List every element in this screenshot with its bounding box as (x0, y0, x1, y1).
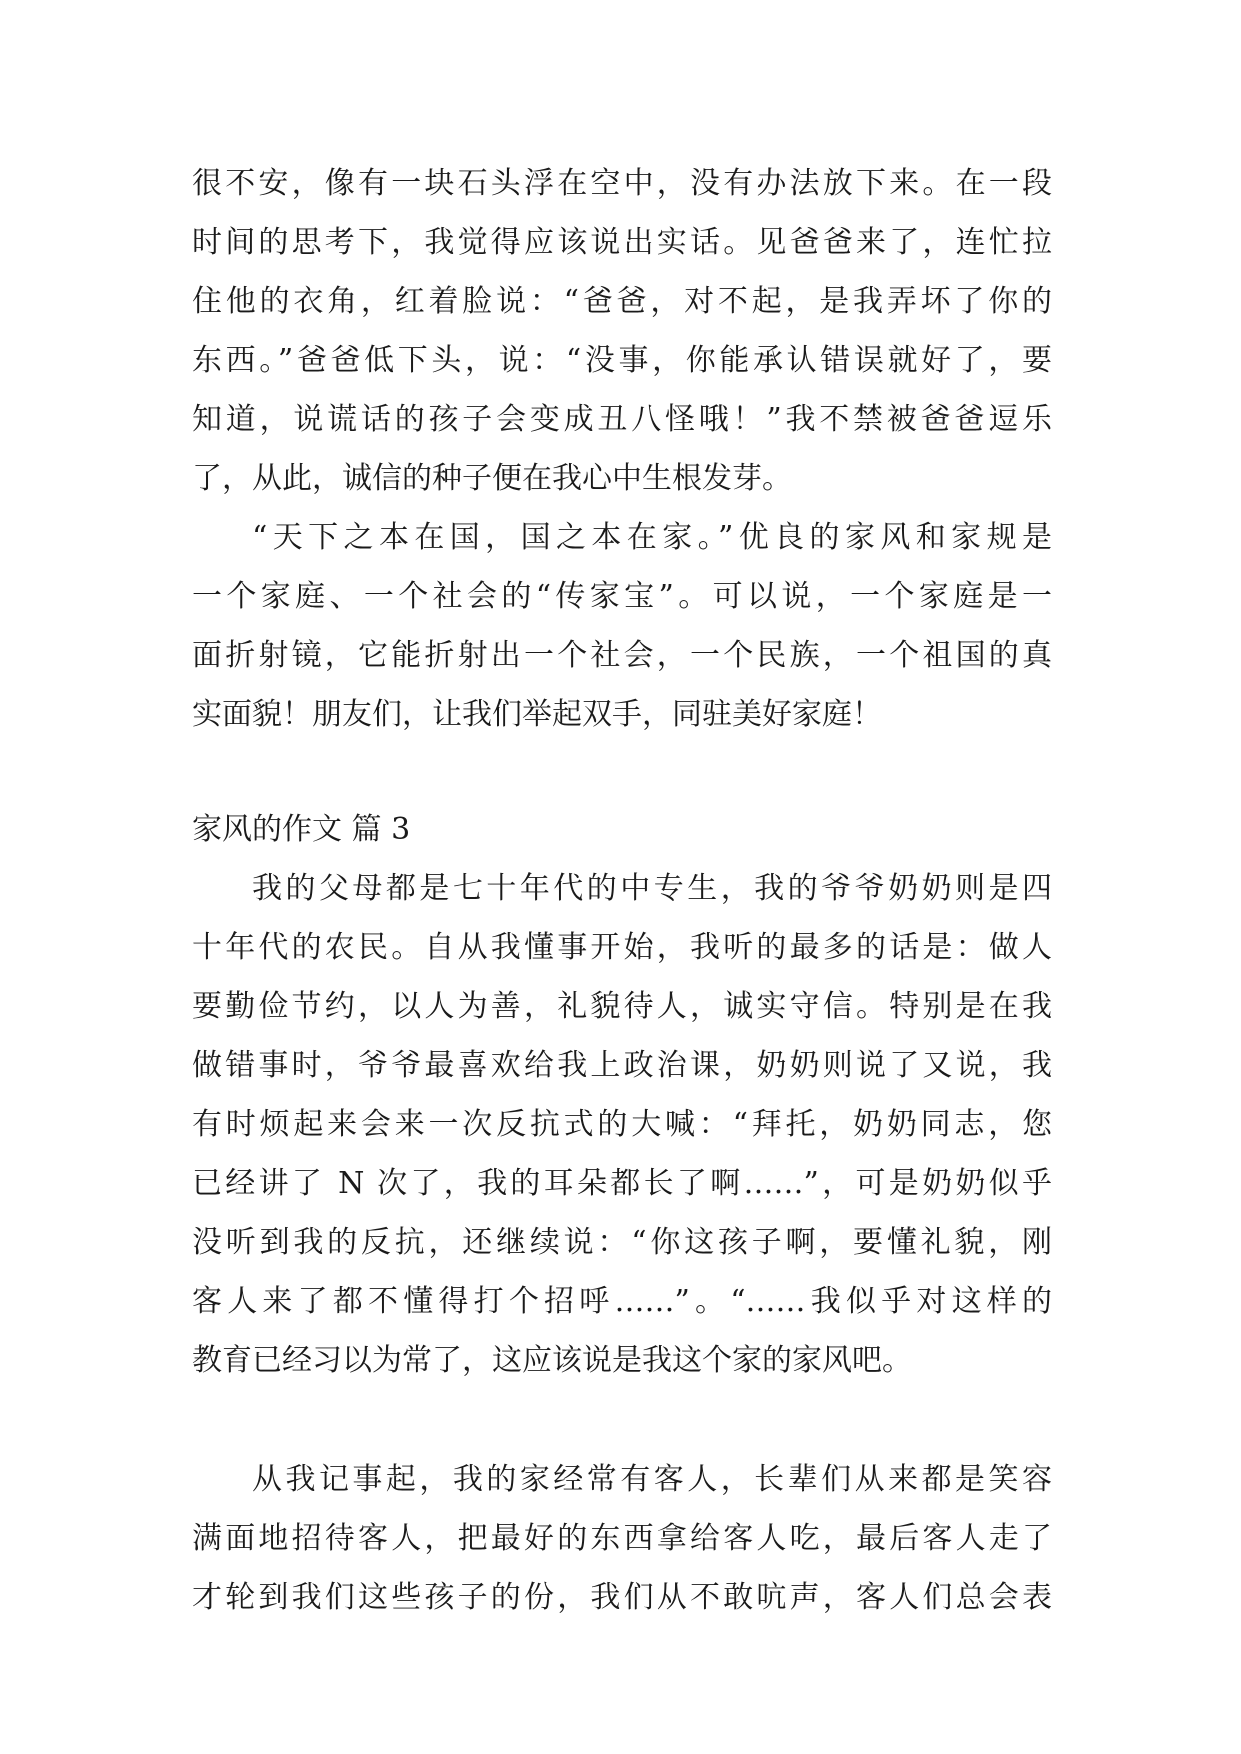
text-line: 时间的思考下，我觉得应该说出实话。见爸爸来了，连忙拉 (192, 225, 1052, 260)
text-line: 客人来了都不懂得打个招呼……”。“……我似乎对这样的 (192, 1284, 1052, 1319)
text-line: 已经讲了 N 次了，我的耳朵都长了啊……”，可是奶奶似乎 (192, 1166, 1052, 1201)
paragraph (192, 508, 1052, 744)
text-line: 了，从此，诚信的种子便在我心中生根发芽。 (192, 461, 792, 496)
text-line: 住他的衣角，红着脸说：“爸爸，对不起，是我弄坏了你的 (192, 284, 1052, 319)
text-line: 面折射镜，它能折射出一个社会，一个民族，一个祖国的真 (192, 638, 1052, 673)
text-line: “天下之本在国，国之本在家。”优良的家风和家规是 (252, 520, 1052, 555)
text-line: 知道，说谎话的孩子会变成丑八怪哦！”我不禁被爸爸逗乐 (192, 402, 1052, 437)
text-line: 实面貌！朋友们，让我们举起双手，同驻美好家庭！ (192, 697, 882, 732)
text-line: 才轮到我们这些孩子的份，我们从不敢吭声，客人们总会表 (192, 1580, 1052, 1615)
text-line: 满面地招待客人，把最好的东西拿给客人吃，最后客人走了 (192, 1521, 1052, 1556)
section-heading (192, 800, 1052, 859)
text-line: 十年代的农民。自从我懂事开始，我听的最多的话是：做人 (192, 930, 1052, 965)
text-line: 做错事时，爷爷最喜欢给我上政治课，奶奶则说了又说，我 (192, 1048, 1052, 1083)
text-line: 要勤俭节约，以人为善，礼貌待人，诚实守信。特别是在我 (192, 989, 1052, 1024)
text-line: 很不安，像有一块石头浮在空中，没有办法放下来。在一段 (192, 166, 1052, 201)
text-line: 教育已经习以为常了，这应该说是我这个家的家风吧。 (192, 1343, 912, 1378)
paragraph (192, 1450, 1052, 1627)
text-line: 我的父母都是七十年代的中专生，我的爷爷奶奶则是四 (252, 871, 1052, 906)
text-line: 东西。”爸爸低下头，说：“没事，你能承认错误就好了，要 (192, 343, 1052, 378)
paragraph (192, 859, 1052, 1390)
text-line: 从我记事起，我的家经常有客人，长辈们从来都是笑容 (252, 1462, 1052, 1497)
text-line: 一个家庭、一个社会的“传家宝”。可以说，一个家庭是一 (192, 579, 1052, 614)
section-heading-text: 家风的作文 篇 3 (192, 812, 411, 847)
text-line: 有时烦起来会来一次反抗式的大喊：“拜托，奶奶同志，您 (192, 1107, 1052, 1142)
paragraph-continued (192, 154, 1052, 508)
text-line: 没听到我的反抗，还继续说：“你这孩子啊，要懂礼貌，刚 (192, 1225, 1052, 1260)
